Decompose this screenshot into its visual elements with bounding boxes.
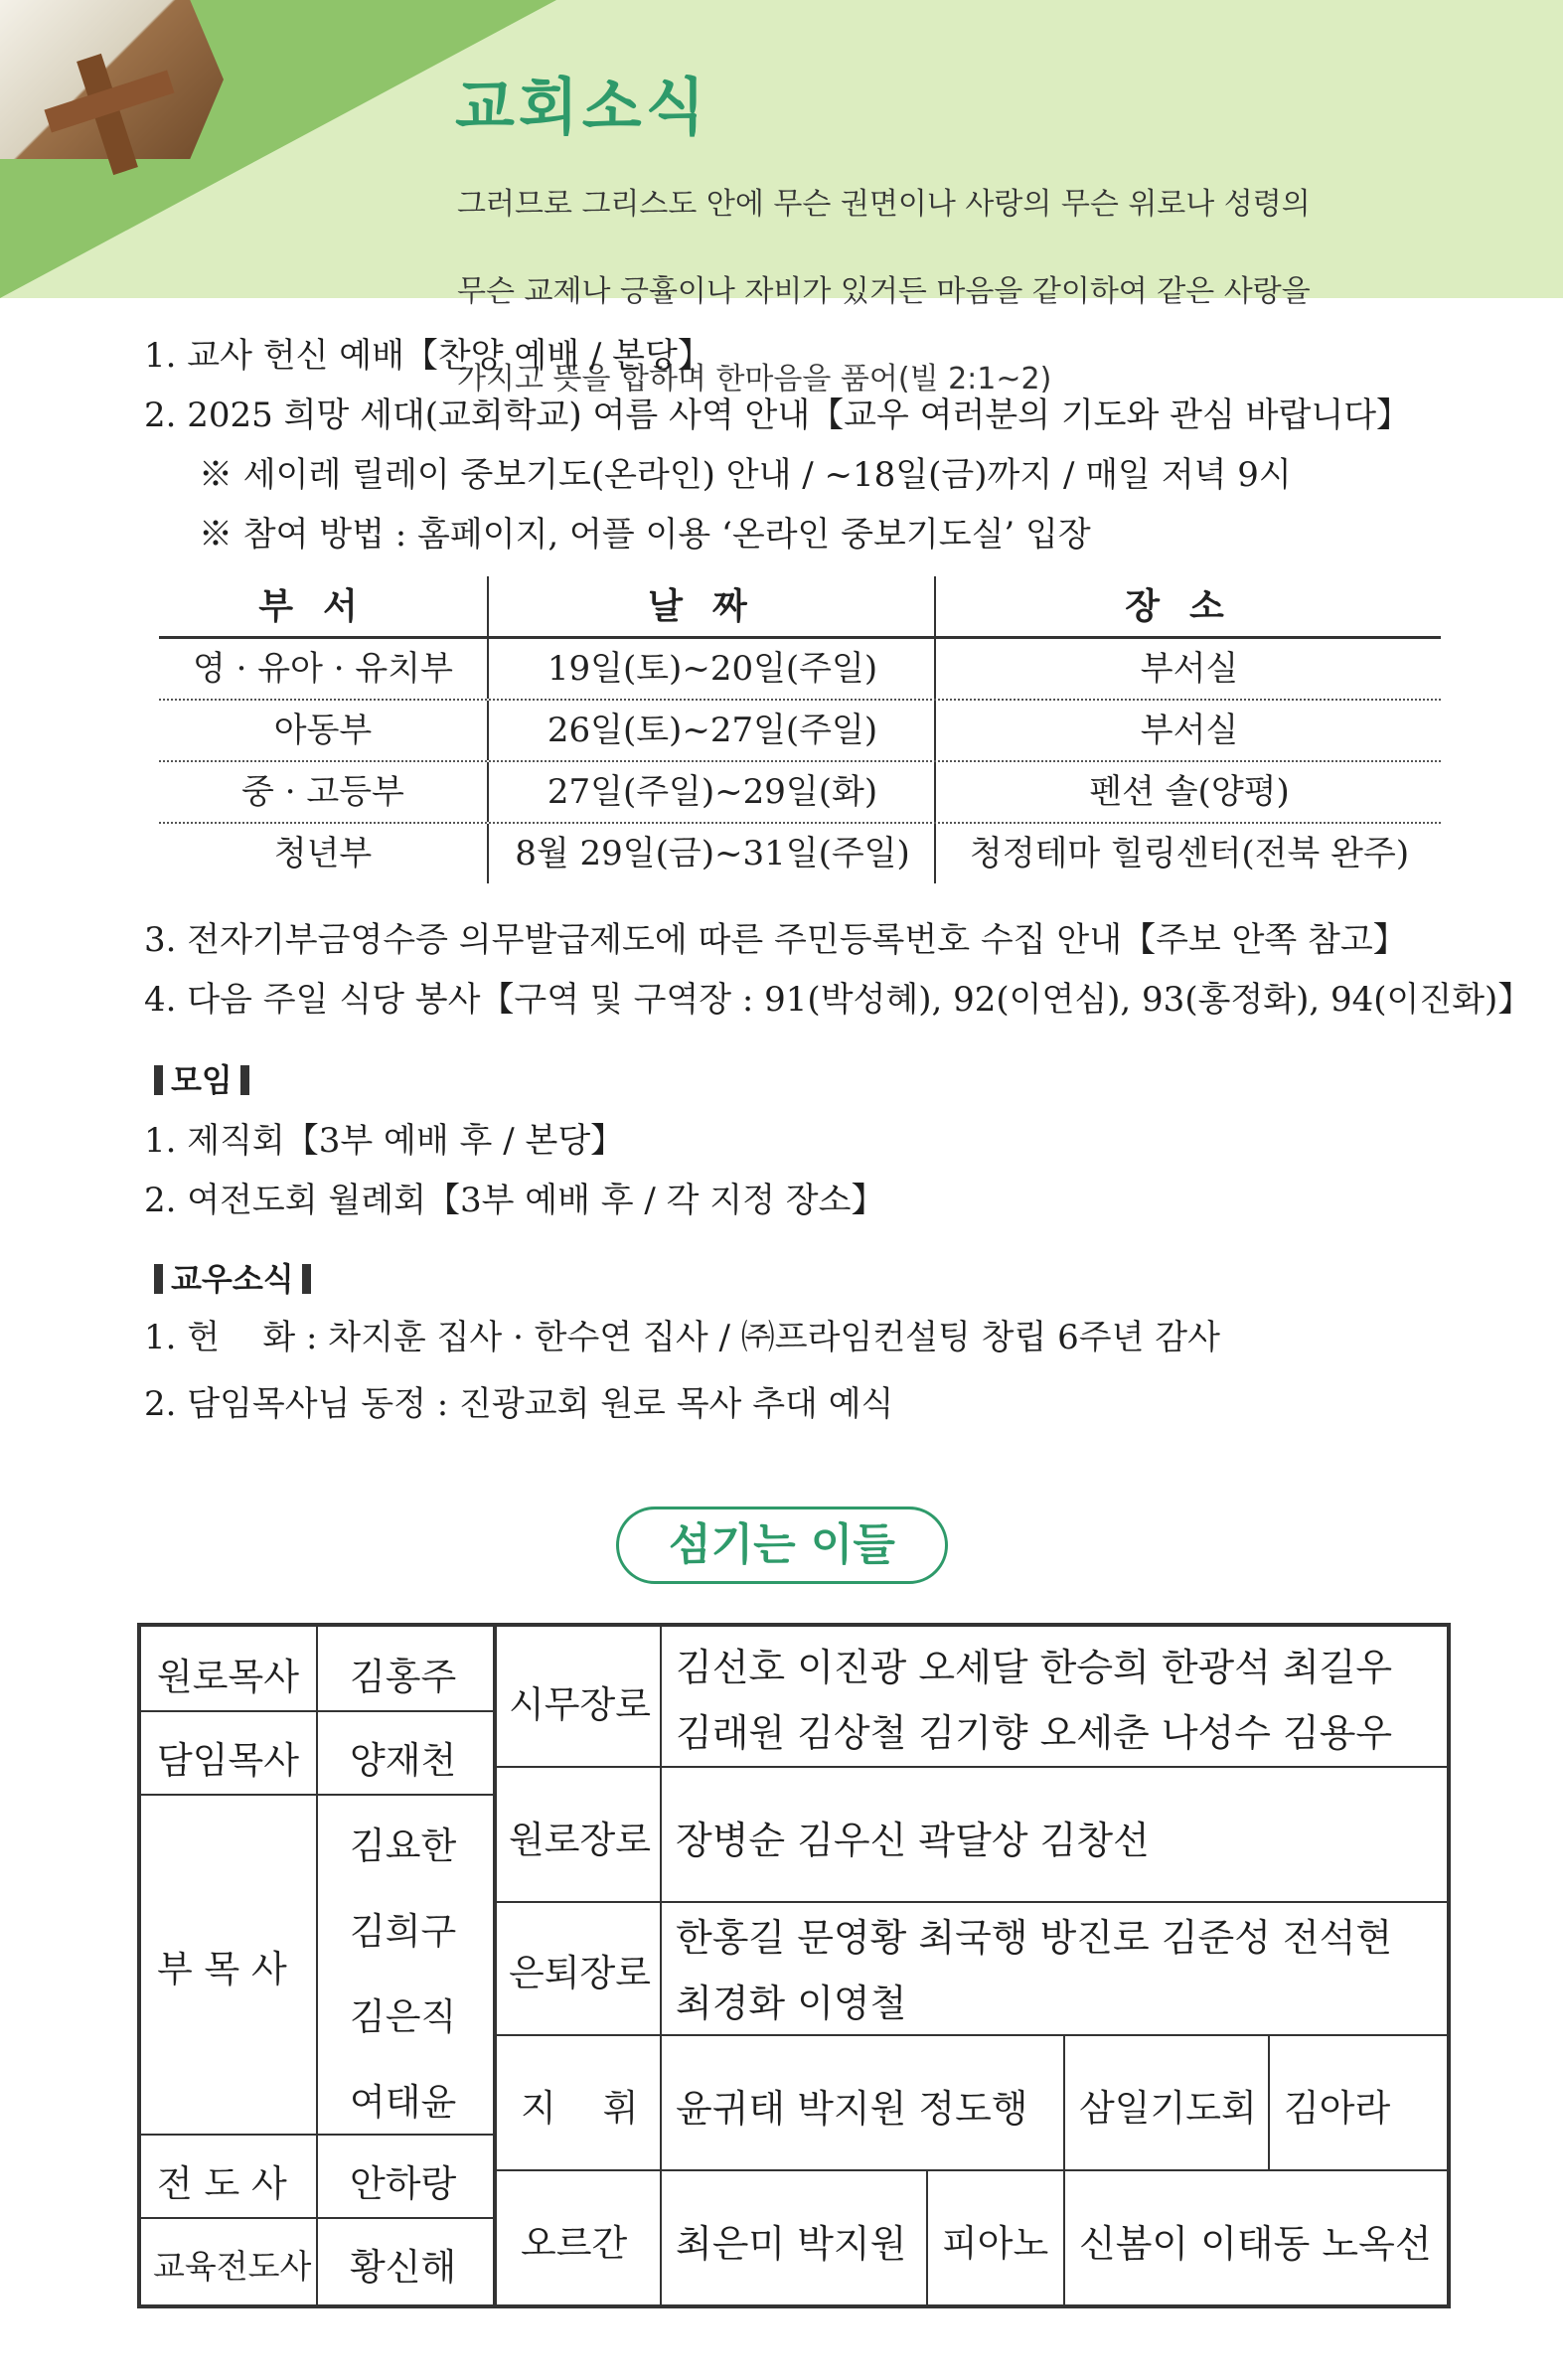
summer-schedule-table [159, 576, 1441, 883]
grid-line [141, 1794, 493, 1796]
members-news-item: 2. 담임목사님 동정 : 진광교회 원로 목사 추대 예식 [144, 1384, 894, 1424]
emeritus-pastor-label: 원로목사 [157, 1656, 299, 1698]
pianists: 신봄이 이태동 노옥선 [1079, 2222, 1432, 2266]
notice-item-1: 1. 교사 헌신 예배【찬양 예배 / 본당】 [144, 336, 711, 376]
retired-elders-line: 최경화 이영철 [676, 1982, 907, 2025]
cell-date: 26일(토)~27일(주일) [487, 701, 936, 760]
retired-elders-label: 은퇴장로 [509, 1952, 651, 1994]
cell-dept: 아동부 [273, 711, 373, 750]
grid-line [493, 1627, 497, 2304]
cell-date: 27일(주일)~29일(화) [487, 762, 936, 822]
wednesday-prayer-label: 삼일기도회 [1079, 2087, 1257, 2130]
grid-line [1268, 2034, 1270, 2169]
cell-dept: 청년부 [273, 834, 373, 873]
grid-line [660, 1627, 662, 2304]
table-row [159, 639, 1441, 701]
members-news-heading [154, 1254, 311, 1300]
cell-dept: 영 · 유아 · 유치부 [193, 649, 453, 689]
cell-dept: 중 · 고등부 [241, 772, 404, 812]
grid-line [493, 2034, 1447, 2036]
grid-line [141, 2134, 493, 2136]
cell-place: 펜션 솔(양평) [934, 762, 1443, 822]
verse-line: 무슨 교제나 긍휼이나 자비가 있거든 마음을 같이하여 같은 사랑을 [457, 274, 1311, 309]
table-row [159, 762, 1441, 824]
active-elders-label: 시무장로 [509, 1683, 651, 1726]
table-row [159, 701, 1441, 762]
emeritus-pastor: 김홍주 [350, 1656, 457, 1698]
grid-line [926, 2169, 928, 2304]
grid-line [141, 2217, 493, 2219]
notice-item-2: 2. 2025 희망 세대(교회학교) 여름 사역 안내【교우 여러분의 기도와 관심 바랍니다】 [144, 396, 1411, 435]
verse-line: 가지고 뜻을 합하며 한마음을 품어(빌 2:1~2) [457, 362, 1052, 397]
grid-line [1063, 2034, 1065, 2304]
conductor-label: 지 휘 [521, 2087, 639, 2130]
active-elders-line: 김래원 김상철 김기향 오세춘 나성수 김용우 [676, 1711, 1393, 1755]
table-header-row [159, 576, 1441, 639]
notice-item-2-note-2: ※ 참여 방법 : 홈페이지, 어플 이용 ‘온라인 중보기도실’ 입장 [199, 515, 1091, 555]
emeritus-elders-label: 원로장로 [509, 1819, 651, 1861]
col-header-place: 장소 [934, 576, 1443, 636]
heading-bar-icon [154, 1264, 163, 1294]
servers-title: 섬기는 이들 [616, 1507, 948, 1584]
organists: 최은미 박지원 [676, 2222, 907, 2266]
verse-line: 그러므로 그리스도 안에 무슨 권면이나 사랑의 무슨 위로나 성령의 [457, 187, 1311, 222]
col-header-date: 날짜 [487, 576, 936, 636]
notice-item-3: 3. 전자기부금영수증 의무발급제도에 따른 주민등록번호 수집 안내【주보 안쪽 참고】 [144, 920, 1407, 960]
grid-line [493, 1901, 1447, 1903]
members-news-item: 1. 헌 화 : 차지훈 집사 · 한수연 집사 / ㈜프라임컨설팅 창립 6주년 감사 [144, 1318, 1220, 1357]
edu-evangelist-label: 교육전도사 [153, 2247, 312, 2286]
senior-pastor-label: 담임목사 [157, 1739, 299, 1782]
emeritus-elders: 장병순 김우신 곽달상 김창선 [676, 1819, 1150, 1862]
assoc-pastor: 김은직 [350, 1995, 457, 2038]
members-news-heading-text: 교우소식 [171, 1260, 294, 1298]
heading-bar-icon [154, 1065, 163, 1095]
conductors: 윤귀태 박지원 정도행 [676, 2087, 1028, 2131]
table-row [159, 824, 1441, 883]
active-elders-line: 김선호 이진광 오세달 한승희 한광석 최길우 [676, 1646, 1393, 1689]
piano-label: 피아노 [942, 2222, 1049, 2265]
meetings-heading [154, 1055, 249, 1101]
assoc-pastor: 여태윤 [350, 2081, 457, 2124]
heading-bar-icon [302, 1264, 311, 1294]
assoc-pastor: 김요한 [350, 1825, 457, 1867]
grid-line [316, 1627, 318, 2304]
cell-date: 19일(토)~20일(주일) [487, 639, 936, 699]
meeting-item: 2. 여전도회 월례회【3부 예배 후 / 각 지정 장소】 [144, 1181, 885, 1220]
grid-line [493, 1766, 1447, 1768]
notice-item-4: 4. 다음 주일 식당 봉사【구역 및 구역장 : 91(박성혜), 92(이연심), 93(홍정화), 94(이진화)】 [144, 980, 1532, 1020]
evangelist: 안하랑 [350, 2162, 457, 2205]
grid-line [141, 1710, 493, 1712]
grid-line [493, 2169, 1447, 2171]
assoc-pastor: 김희구 [350, 1910, 457, 1953]
heading-bar-icon [240, 1065, 249, 1095]
cell-place: 청정테마 힐링센터(전북 완주) [934, 824, 1443, 883]
senior-pastor: 양재천 [350, 1739, 457, 1782]
retired-elders-line: 한홍길 문영황 최국행 방진로 김준성 전석현 [676, 1916, 1393, 1960]
evangelist-label: 전 도 사 [157, 2162, 287, 2205]
cell-place: 부서실 [934, 639, 1443, 699]
meetings-heading-text: 모임 [171, 1061, 233, 1099]
cell-date: 8월 29일(금)~31일(주일) [487, 824, 936, 883]
servers-table [137, 1623, 1451, 2308]
cell-place: 부서실 [934, 701, 1443, 760]
wednesday-prayer-leader: 김아라 [1284, 2087, 1391, 2130]
col-header-dept: 부서 [258, 585, 388, 627]
assoc-pastor-label: 부 목 사 [157, 1948, 287, 1990]
notice-item-2-note-1: ※ 세이레 릴레이 중보기도(온라인) 안내 / ~18일(금)까지 / 매일 저녁 9시 [199, 455, 1292, 495]
organ-label: 오르간 [521, 2222, 628, 2265]
meeting-item: 1. 제직회【3부 예배 후 / 본당】 [144, 1121, 625, 1161]
page-title: 교회소식 [455, 71, 709, 143]
edu-evangelist: 황신해 [350, 2246, 457, 2289]
